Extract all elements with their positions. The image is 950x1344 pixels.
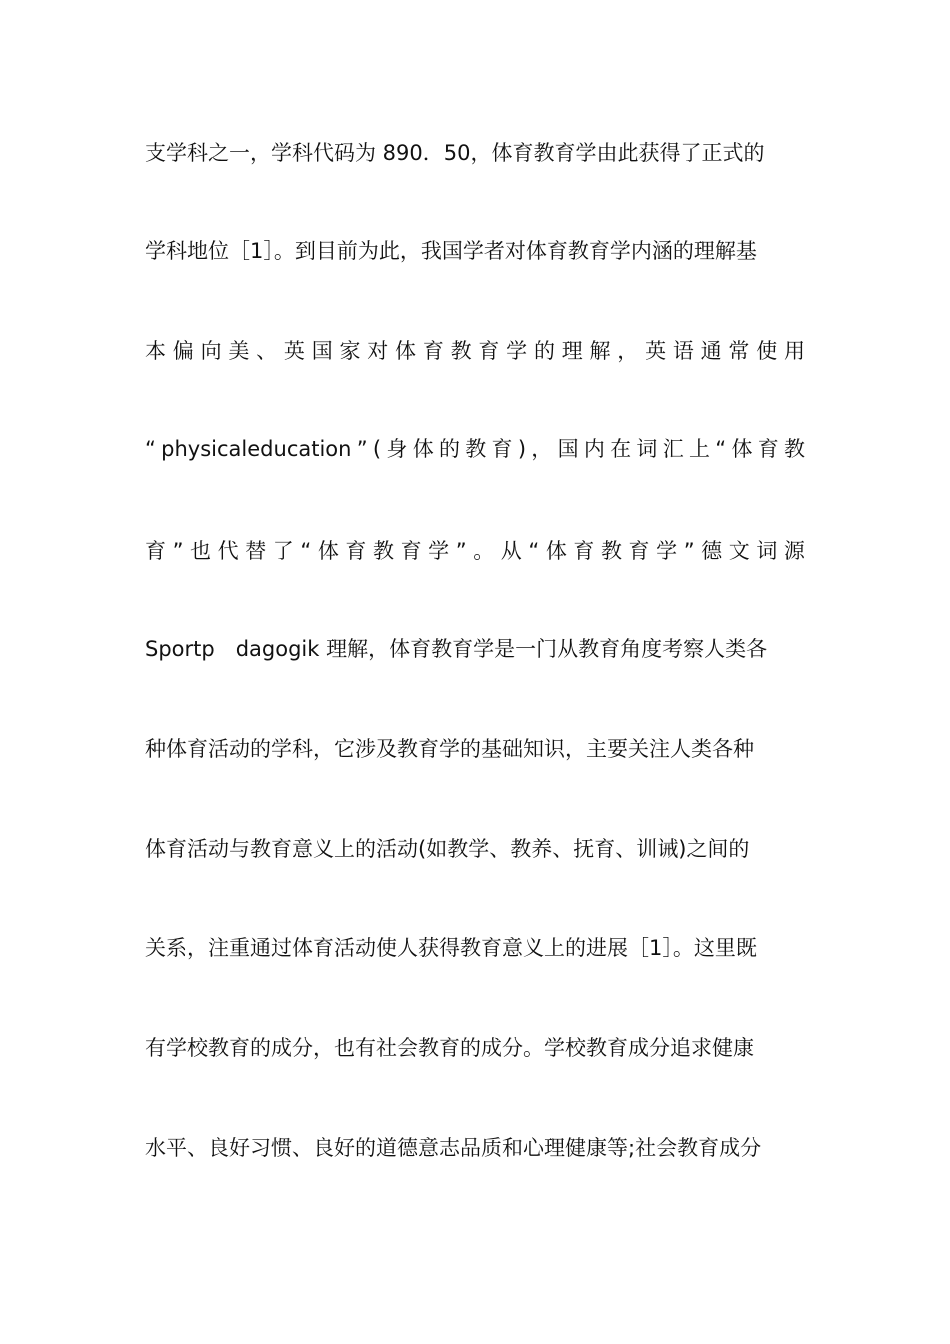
text-glyph: 从 xyxy=(500,539,522,563)
text-glyph: 国 xyxy=(311,339,333,363)
text-glyph: 也 xyxy=(190,539,212,563)
text-glyph: ( xyxy=(372,437,382,461)
text-glyph: 用 xyxy=(783,339,805,363)
text-glyph: 育 xyxy=(573,539,595,563)
text-glyph: 教 xyxy=(600,539,622,563)
text-glyph: 育 xyxy=(478,339,500,363)
text-glyph: 词 xyxy=(636,437,658,461)
text-glyph: 教 xyxy=(465,437,487,461)
text-glyph: 向 xyxy=(200,339,222,363)
text-glyph: ， xyxy=(617,339,639,363)
text-glyph: 德 xyxy=(701,539,723,563)
text-glyph: ， xyxy=(531,437,553,461)
text-glyph: 英 xyxy=(283,339,305,363)
text-glyph: “ xyxy=(715,437,727,461)
text-glyph: 代 xyxy=(217,539,239,563)
text-glyph: 上 xyxy=(688,437,710,461)
text-glyph: 教 xyxy=(784,437,805,461)
text-glyph: 理 xyxy=(561,339,583,363)
text-glyph: 对 xyxy=(367,339,389,363)
text-glyph: 解 xyxy=(589,339,611,363)
text-glyph: 替 xyxy=(245,539,267,563)
text-glyph: 学 xyxy=(656,539,678,563)
text-glyph: 语 xyxy=(672,339,694,363)
text-glyph: 、 xyxy=(256,339,278,363)
text-line-5 xyxy=(145,533,805,569)
text-line-10: 有学校教育的成分，也有社会教育的成分。学校教育成分追求健康 xyxy=(145,1036,754,1060)
text-glyph: 内 xyxy=(583,437,605,461)
text-glyph: 国 xyxy=(557,437,579,461)
text-glyph: 在 xyxy=(610,437,632,461)
text-glyph: ” xyxy=(455,539,467,563)
text-glyph: 的 xyxy=(533,339,555,363)
text-glyph: 教 xyxy=(372,539,394,563)
text-glyph: 体 xyxy=(731,437,753,461)
text-glyph: 本 xyxy=(145,339,166,363)
text-line-4 xyxy=(145,431,805,467)
text-glyph: 通 xyxy=(700,339,722,363)
text-glyph: 美 xyxy=(228,339,250,363)
text-glyph: 词 xyxy=(756,539,778,563)
text-line-11: 水平、良好习惯、良好的道德意志品质和心理健康等;社会教育成分 xyxy=(145,1136,762,1160)
text-glyph: 学 xyxy=(506,339,528,363)
text-glyph: 使 xyxy=(756,339,778,363)
text-line-2: 学科地位［1］。到目前为此，我国学者对体育教育学内涵的理解基 xyxy=(145,239,757,263)
text-glyph: ” xyxy=(356,437,368,461)
text-glyph: “ xyxy=(528,539,540,563)
text-glyph: 育 xyxy=(422,339,444,363)
text-line-9: 关系，注重通过体育活动使人获得教育意义上的进展［1］。这里既 xyxy=(145,936,757,960)
text-glyph: ) xyxy=(517,437,527,461)
text-glyph: ” xyxy=(172,539,184,563)
text-glyph: 体 xyxy=(317,539,339,563)
text-glyph: 家 xyxy=(339,339,361,363)
text-glyph: “ xyxy=(300,539,312,563)
text-glyph: “ xyxy=(145,437,156,461)
text-glyph: 育 xyxy=(757,437,779,461)
text-glyph: 身 xyxy=(386,437,408,461)
text-glyph: 常 xyxy=(728,339,750,363)
text-glyph: 育 xyxy=(145,539,166,563)
text-line-7: 种体育活动的学科，它涉及教育学的基础知识，主要关注人类各种 xyxy=(145,737,754,761)
text-glyph: physicaleducation xyxy=(161,437,352,461)
text-glyph: 体 xyxy=(395,339,417,363)
text-glyph: 。 xyxy=(473,539,495,563)
text-glyph: 源 xyxy=(783,539,805,563)
text-line-6: Sportp dagogik 理解，体育教育学是一门从教育角度考察人类各 xyxy=(145,637,768,661)
text-glyph: 文 xyxy=(728,539,750,563)
text-glyph: 体 xyxy=(545,539,567,563)
text-line-1: 支学科之一，学科代码为 890．50，体育教育学由此获得了正式的 xyxy=(145,141,765,165)
text-glyph: 育 xyxy=(628,539,650,563)
text-glyph: 育 xyxy=(345,539,367,563)
text-glyph: 育 xyxy=(400,539,422,563)
text-glyph: 汇 xyxy=(662,437,684,461)
text-glyph: 偏 xyxy=(172,339,194,363)
text-line-3 xyxy=(145,333,805,369)
text-line-8: 体育活动与教育意义上的活动(如教学、教养、抚育、训诫)之间的 xyxy=(145,837,750,861)
text-glyph: 英 xyxy=(645,339,667,363)
text-glyph: 了 xyxy=(272,539,294,563)
text-glyph: 教 xyxy=(450,339,472,363)
text-glyph: 学 xyxy=(428,539,450,563)
text-glyph: 的 xyxy=(438,437,460,461)
text-glyph: 体 xyxy=(412,437,434,461)
text-glyph: 育 xyxy=(491,437,513,461)
text-glyph: ” xyxy=(683,539,695,563)
